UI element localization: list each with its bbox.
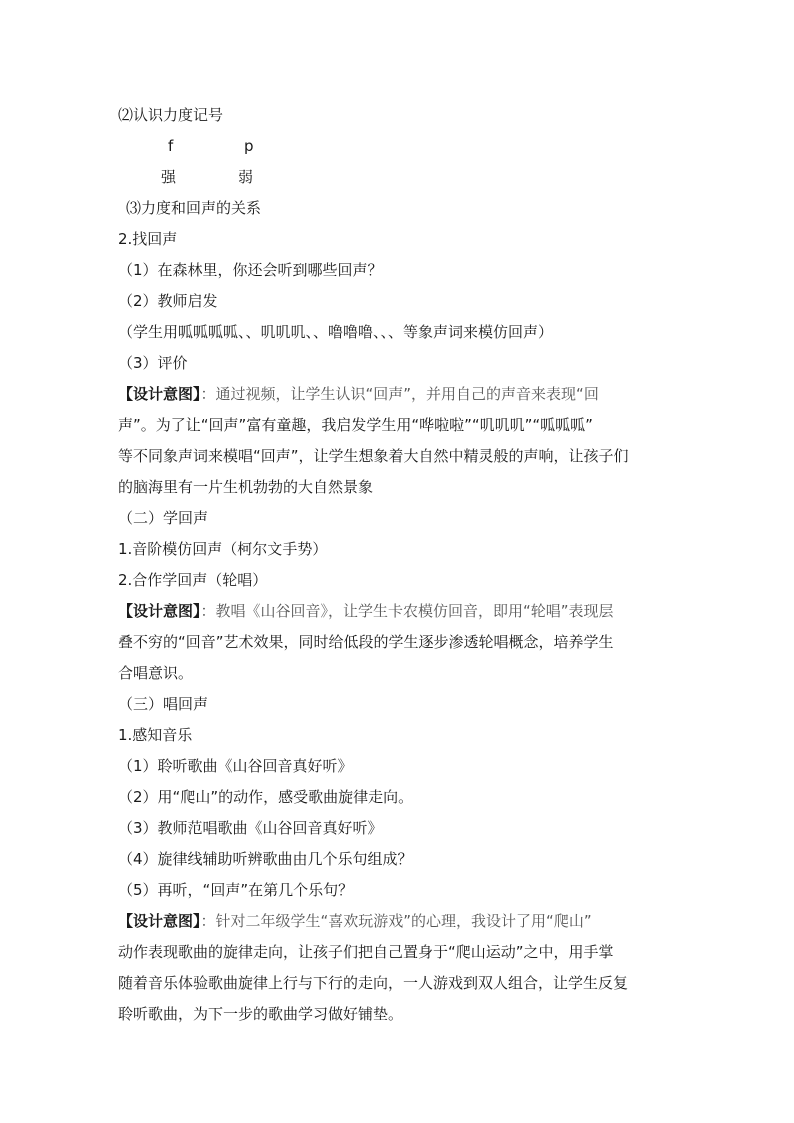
list-item: （2）教师启发 (118, 292, 218, 310)
design-intent-2-line-3: 合唱意识。 (118, 664, 194, 682)
design-intent-text: ：通过视频，让学生认识“回声”，并用自己的声音来表现“回 (200, 385, 599, 403)
design-intent-3 (118, 910, 592, 932)
list-item: （3）评价 (118, 354, 188, 372)
design-intent-1 (118, 383, 599, 405)
dynamic-label-strong: 强 (161, 168, 177, 186)
dynamic-label-weak: 弱 (238, 168, 254, 186)
dynamic-symbol-f: f (168, 137, 174, 155)
section-learn-echo: （二）学回声 (118, 509, 209, 527)
list-item: 1.感知音乐 (118, 726, 193, 744)
list-item: （4）旋律线辅助听辨歌曲由几个乐句组成？ (118, 850, 413, 868)
list-item: （3）教师范唱歌曲《山谷回音真好听》 (118, 819, 383, 837)
design-intent-1-line-4: 的脑海里有一片生机勃勃的大自然景象 (118, 478, 374, 496)
design-intent-text: ：教唱《山谷回音》，让学生卡农模仿回音，即用“轮唱”表现层 (200, 602, 614, 620)
design-intent-tag: 【设计意图】 (118, 602, 201, 620)
dynamic-symbol-p: p (244, 137, 254, 155)
list-item: （1）在森林里，你还会听到哪些回声？ (118, 261, 383, 279)
design-intent-2 (118, 600, 614, 622)
subheading-relation: ⑶力度和回声的关系 (126, 199, 262, 217)
design-intent-tag: 【设计意图】 (118, 912, 201, 930)
list-item: （1）聆听歌曲《山谷回音真好听》 (118, 757, 353, 775)
subheading-dynamics: ⑵认识力度记号 (118, 106, 224, 124)
design-intent-tag: 【设计意图】 (118, 385, 201, 403)
design-intent-3-line-3: 随着音乐体验歌曲旋律上行与下行的走向，一人游戏到双人组合，让学生反复 (118, 974, 629, 992)
design-intent-1-line-3: 等不同象声词来模唱“回声”，让学生想象着大自然中精灵般的声响，让孩子们 (118, 447, 629, 465)
list-item: 1.音阶模仿回声（柯尔文手势） (118, 540, 328, 558)
list-item: 2.合作学回声（轮唱） (118, 571, 268, 589)
paragraph-note: （学生用呱呱呱呱、、叽叽叽、、噜噜噜、、、等象声词来模仿回声） (118, 323, 554, 341)
design-intent-text: ：针对二年级学生“喜欢玩游戏”的心理，我设计了用“爬山” (200, 912, 592, 930)
design-intent-2-line-2: 叠不穷的“回音”艺术效果，同时给低段的学生逐步渗透轮唱概念，培养学生 (118, 633, 614, 651)
list-item: （2）用“爬山”的动作，感受歌曲旋律走向。 (118, 788, 414, 806)
design-intent-3-line-2: 动作表现歌曲的旋律走向，让孩子们把自己置身于“爬山运动”之中，用手掌 (118, 943, 614, 961)
list-item: （5）再听，“回声”在第几个乐句？ (118, 881, 354, 899)
design-intent-3-line-4: 聆听歌曲，为下一步的歌曲学习做好铺垫。 (118, 1005, 404, 1023)
design-intent-1-line-2: 声”。为了让“回声”富有童趣，我启发学生用“哗啦啦”“叽叽叽”“呱呱呱” (118, 416, 593, 434)
section-find-echo: 2.找回声 (118, 230, 178, 248)
section-sing-echo: （三）唱回声 (118, 695, 209, 713)
